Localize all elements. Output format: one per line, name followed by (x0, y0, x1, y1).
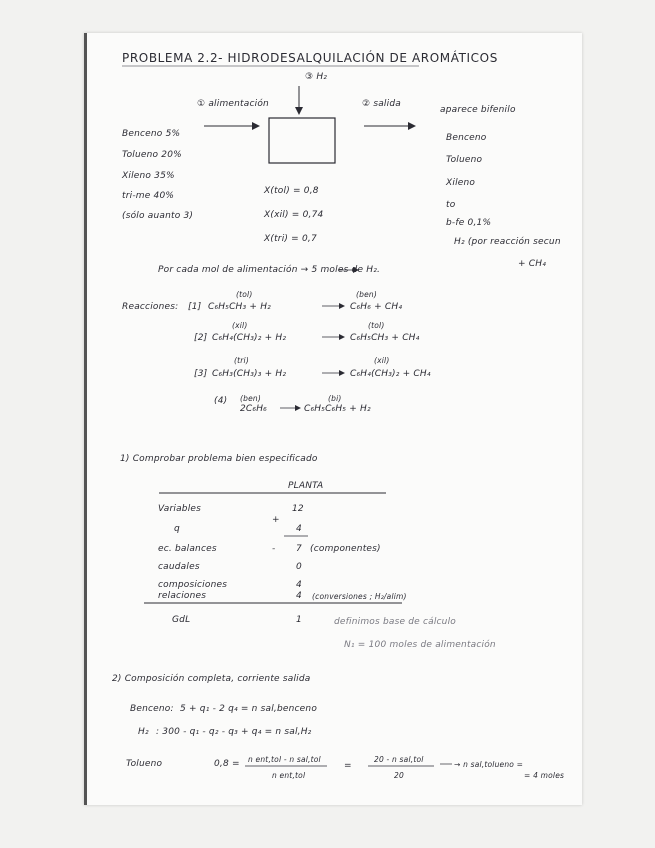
r1-tag-left: (tol) (236, 290, 253, 299)
r2-tag-left: (xil) (232, 321, 248, 330)
r4-tag-right: (bi) (328, 394, 342, 403)
row-comp-value: 4 (296, 580, 302, 590)
row-variables-label: Variables (158, 504, 202, 514)
problem-title: PROBLEMA 2.2- HIDRODESALQUILACIÓN DE AROMÁTICOS (122, 51, 498, 65)
row-q-sign: + (272, 515, 280, 525)
notebook-page (84, 33, 582, 805)
feed-stream-label: ① alimentación (197, 99, 269, 109)
section2-heading: 2) Composición completa, corriente salida (112, 674, 311, 684)
outlet-stream-label: ② salida (362, 99, 401, 109)
r3-left: C₆H₃(CH₃)₃ + H₂ (212, 369, 287, 379)
eq-tol-result: → n sal,tolueno = (454, 760, 524, 769)
eq-tol-den2: 20 (394, 771, 404, 780)
feed-benceno: Benceno 5% (122, 129, 181, 139)
eq-h2: : 300 - q₁ - q₂ - q₃ + q₄ = n sal,H₂ (156, 727, 312, 737)
reactions-label: Reacciones: (122, 302, 179, 312)
r2-right: C₆H₅CH₃ + CH₄ (350, 333, 420, 343)
gdl-value: 1 (296, 615, 302, 625)
basis-note: N₁ = 100 moles de alimentación (344, 640, 496, 650)
row-variables-value: 12 (292, 504, 304, 514)
row-comp-label: composiciones (158, 580, 228, 590)
r4-right: C₆H₅C₆H₅ + H₂ (304, 404, 371, 414)
eq-tol-result2: = 4 moles (524, 771, 565, 780)
r1-tag-right: (ben) (356, 290, 377, 299)
feed-note: (sólo auanto 3) (122, 211, 194, 221)
r1-left: C₆H₅CH₃ + H₂ (208, 302, 271, 312)
r4-num: (4) (214, 396, 228, 406)
r3-right: C₆H₄(CH₃)₂ + CH₄ (350, 369, 431, 379)
eq-benceno: 5 + q₁ - 2 q₄ = n sal,benceno (180, 704, 318, 714)
h2-arrow-head (295, 107, 303, 115)
outlet-note: aparece bifenilo (440, 105, 516, 115)
row-rel-label: relaciones (158, 591, 207, 601)
eq-tol-num1: n ent,tol - n sal,tol (248, 755, 321, 764)
r2-left: C₆H₄(CH₃)₂ + H₂ (212, 333, 287, 343)
out-tolueno: Tolueno (446, 155, 483, 165)
row-ecbal-note: (componentes) (310, 544, 381, 554)
eq-tol-lhs: 0,8 = (214, 759, 240, 769)
h2-stream-label: ③ H₂ (305, 72, 328, 82)
row-q-value: 4 (296, 524, 302, 534)
eq-tol-num2: 20 - n sal,tol (374, 755, 424, 764)
eq-benceno-label: Benceno: (130, 704, 174, 714)
row-q-label: q (174, 524, 180, 534)
r2-tag-right: (tol) (368, 321, 385, 330)
conv-xil: X(xil) = 0,74 (264, 210, 324, 220)
row-ecbal-label: ec. balances (158, 544, 217, 554)
eq-tolueno-label: Tolueno (126, 759, 163, 769)
eq-tol-equals: = (344, 761, 352, 771)
out-ch4: + CH₄ (518, 259, 547, 269)
out-to: to (446, 200, 456, 210)
r4-tag-left: (ben) (240, 394, 261, 403)
feed-xileno: Xileno 35% (122, 171, 175, 181)
conv-tol: X(tol) = 0,8 (264, 186, 319, 196)
out-bife: b-fe 0,1% (446, 218, 492, 228)
row-rel-value: 4 (296, 591, 302, 601)
section1-heading: 1) Comprobar problema bien especificado (120, 454, 318, 464)
r3-num: [3] (194, 369, 208, 379)
row-caudales-value: 0 (296, 562, 302, 572)
process-box (269, 118, 335, 163)
gdl-note: definimos base de cálculo (334, 617, 456, 627)
conv-tri: X(tri) = 0,7 (264, 234, 317, 244)
r4-left: 2C₆H₆ (240, 404, 267, 414)
row-rel-note: (conversiones ; H₂/alim) (312, 592, 407, 601)
feed-trime: tri-me 40% (122, 191, 175, 201)
table-header: PLANTA (288, 481, 324, 491)
out-h2-note: H₂ (por reacción secun (454, 237, 561, 247)
feed-arrow-head (252, 122, 260, 130)
out-arrow-head (408, 122, 416, 130)
r2-num: [2] (194, 333, 208, 343)
out-xileno: Xileno (446, 178, 476, 188)
row-caudales-label: caudales (158, 562, 200, 572)
r1-right: C₆H₆ + CH₄ (350, 302, 403, 312)
r3-tag-right: (xil) (374, 356, 390, 365)
out-benceno: Benceno (446, 133, 487, 143)
eq-tol-den1: n ent,tol (272, 771, 306, 780)
row-ecbal-value: 7 (296, 544, 302, 554)
gdl-label: GdL (172, 615, 191, 625)
row-ecbal-sign: - (272, 544, 276, 554)
feed-tolueno: Tolueno 20% (122, 150, 182, 160)
eq-h2-label: H₂ (138, 727, 149, 737)
r1-num: [1] (188, 302, 202, 312)
ratio-note: Por cada mol de alimentación → 5 moles de H₂. (158, 265, 381, 275)
r3-tag-left: (tri) (234, 356, 249, 365)
